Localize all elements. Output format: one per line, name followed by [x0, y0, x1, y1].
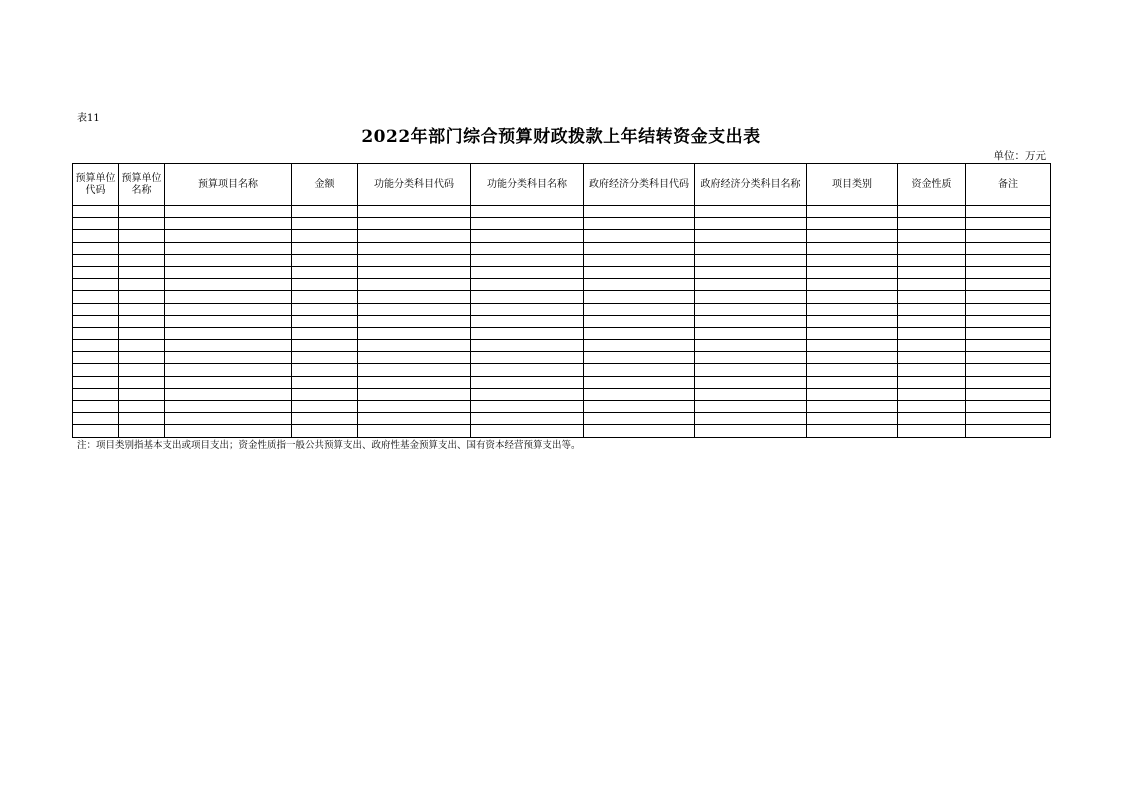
- table-cell: [119, 376, 165, 388]
- table-cell: [358, 303, 471, 315]
- table-cell: [119, 218, 165, 230]
- table-cell: [807, 315, 898, 327]
- table-cell: [898, 413, 966, 425]
- table-cell: [584, 352, 695, 364]
- table-cell: [73, 266, 119, 278]
- table-cell: [471, 279, 584, 291]
- table-cell: [807, 413, 898, 425]
- table-cell: [119, 206, 165, 218]
- page-title: 2022年部门综合预算财政拨款上年结转资金支出表: [361, 127, 761, 147]
- table-cell: [73, 340, 119, 352]
- table-cell: [695, 352, 807, 364]
- column-header-function-name: 功能分类科目名称: [471, 164, 584, 206]
- table-cell: [119, 230, 165, 242]
- table-cell: [119, 425, 165, 437]
- table-cell: [358, 242, 471, 254]
- table-cell: [292, 388, 358, 400]
- table-cell: [695, 364, 807, 376]
- table-cell: [471, 315, 584, 327]
- table-cell: [471, 327, 584, 339]
- table-cell: [584, 279, 695, 291]
- column-header-function-code: 功能分类科目代码: [358, 164, 471, 206]
- table-cell: [584, 364, 695, 376]
- table-cell: [898, 291, 966, 303]
- table-cell: [807, 425, 898, 437]
- table-cell: [966, 352, 1051, 364]
- table-cell: [119, 388, 165, 400]
- table-cell: [165, 206, 292, 218]
- table-cell: [695, 279, 807, 291]
- table-cell: [471, 291, 584, 303]
- table-cell: [695, 303, 807, 315]
- table-cell: [695, 315, 807, 327]
- table-cell: [165, 303, 292, 315]
- table-cell: [292, 218, 358, 230]
- table-cell: [471, 254, 584, 266]
- table-cell: [966, 254, 1051, 266]
- table-cell: [898, 218, 966, 230]
- table-label: 表11: [77, 113, 100, 124]
- table-cell: [119, 327, 165, 339]
- table-cell: [73, 218, 119, 230]
- table-cell: [471, 242, 584, 254]
- table-cell: [292, 315, 358, 327]
- table-cell: [807, 291, 898, 303]
- table-cell: [584, 291, 695, 303]
- table-cell: [966, 327, 1051, 339]
- table-cell: [966, 279, 1051, 291]
- table-cell: [119, 352, 165, 364]
- table-cell: [165, 413, 292, 425]
- table-cell: [898, 340, 966, 352]
- table-row: [73, 401, 1051, 413]
- table-cell: [358, 340, 471, 352]
- table-row: [73, 425, 1051, 437]
- table-row: [73, 230, 1051, 242]
- table-cell: [807, 401, 898, 413]
- table-cell: [73, 413, 119, 425]
- table-cell: [119, 315, 165, 327]
- table-cell: [966, 364, 1051, 376]
- table-cell: [358, 254, 471, 266]
- table-cell: [471, 376, 584, 388]
- table-cell: [966, 291, 1051, 303]
- table-cell: [73, 230, 119, 242]
- table-cell: [584, 254, 695, 266]
- table-cell: [807, 206, 898, 218]
- table-cell: [73, 315, 119, 327]
- table-cell: [584, 340, 695, 352]
- table-cell: [292, 413, 358, 425]
- table-cell: [358, 291, 471, 303]
- table-cell: [695, 340, 807, 352]
- table-cell: [807, 364, 898, 376]
- table-cell: [471, 413, 584, 425]
- table-row: [73, 303, 1051, 315]
- table-cell: [898, 401, 966, 413]
- table-cell: [966, 340, 1051, 352]
- column-header-project-category: 项目类别: [807, 164, 898, 206]
- table-cell: [695, 388, 807, 400]
- table-cell: [584, 425, 695, 437]
- table-cell: [807, 230, 898, 242]
- table-cell: [292, 364, 358, 376]
- table-cell: [165, 376, 292, 388]
- table-cell: [695, 425, 807, 437]
- table-cell: [292, 291, 358, 303]
- column-header-economic-code: 政府经济分类科目代码: [584, 164, 695, 206]
- table-cell: [73, 291, 119, 303]
- budget-table: [72, 163, 1051, 438]
- table-cell: [73, 401, 119, 413]
- table-cell: [966, 266, 1051, 278]
- table-cell: [73, 279, 119, 291]
- table-cell: [584, 327, 695, 339]
- table-cell: [165, 315, 292, 327]
- table-cell: [695, 242, 807, 254]
- table-cell: [119, 266, 165, 278]
- table-row: [73, 254, 1051, 266]
- table-cell: [358, 413, 471, 425]
- table-cell: [471, 401, 584, 413]
- table-cell: [898, 315, 966, 327]
- table-cell: [966, 206, 1051, 218]
- table-cell: [807, 266, 898, 278]
- table-cell: [119, 401, 165, 413]
- column-header-fund-nature: 资金性质: [898, 164, 966, 206]
- column-header-remarks: 备注: [966, 164, 1051, 206]
- table-cell: [292, 206, 358, 218]
- table-cell: [898, 352, 966, 364]
- column-header-economic-name: 政府经济分类科目名称: [695, 164, 807, 206]
- table-cell: [358, 327, 471, 339]
- table-cell: [966, 401, 1051, 413]
- table-cell: [966, 218, 1051, 230]
- table-cell: [695, 230, 807, 242]
- table-cell: [119, 242, 165, 254]
- table-row: [73, 388, 1051, 400]
- table-cell: [695, 401, 807, 413]
- table-cell: [165, 291, 292, 303]
- table-cell: [119, 303, 165, 315]
- table-cell: [898, 364, 966, 376]
- table-cell: [358, 425, 471, 437]
- table-cell: [898, 242, 966, 254]
- table-cell: [898, 279, 966, 291]
- table-cell: [807, 254, 898, 266]
- table-cell: [584, 413, 695, 425]
- table-cell: [292, 303, 358, 315]
- table-cell: [119, 340, 165, 352]
- table-cell: [471, 364, 584, 376]
- table-cell: [898, 254, 966, 266]
- table-cell: [119, 364, 165, 376]
- table-cell: [695, 206, 807, 218]
- table-cell: [966, 303, 1051, 315]
- table-cell: [584, 401, 695, 413]
- table-row: [73, 327, 1051, 339]
- table-row: [73, 413, 1051, 425]
- table-cell: [807, 388, 898, 400]
- table-cell: [358, 206, 471, 218]
- table-cell: [358, 388, 471, 400]
- table-cell: [73, 376, 119, 388]
- table-header-row: [73, 164, 1051, 206]
- table-cell: [73, 242, 119, 254]
- table-cell: [73, 425, 119, 437]
- column-header-amount: 金额: [292, 164, 358, 206]
- table-cell: [584, 242, 695, 254]
- table-cell: [358, 401, 471, 413]
- table-cell: [165, 327, 292, 339]
- table-cell: [695, 327, 807, 339]
- table-cell: [584, 266, 695, 278]
- table-cell: [471, 218, 584, 230]
- table-row: [73, 352, 1051, 364]
- table-cell: [898, 206, 966, 218]
- table-cell: [471, 388, 584, 400]
- table-cell: [292, 340, 358, 352]
- table-row: [73, 242, 1051, 254]
- table-cell: [966, 315, 1051, 327]
- table-cell: [119, 413, 165, 425]
- table-cell: [898, 303, 966, 315]
- table-cell: [584, 230, 695, 242]
- table-cell: [966, 425, 1051, 437]
- table-cell: [119, 279, 165, 291]
- column-header-unit-code: 预算单位代码: [73, 164, 119, 206]
- table-row: [73, 364, 1051, 376]
- table-cell: [292, 327, 358, 339]
- table-cell: [73, 327, 119, 339]
- table-cell: [695, 291, 807, 303]
- table-cell: [966, 376, 1051, 388]
- table-cell: [165, 340, 292, 352]
- table-cell: [695, 413, 807, 425]
- table-cell: [292, 352, 358, 364]
- table-cell: [165, 254, 292, 266]
- table-cell: [358, 279, 471, 291]
- column-header-project-name: 预算项目名称: [165, 164, 292, 206]
- table-cell: [358, 315, 471, 327]
- table-cell: [165, 230, 292, 242]
- table-cell: [898, 266, 966, 278]
- table-cell: [471, 425, 584, 437]
- table-cell: [165, 425, 292, 437]
- unit-label: 单位：万元: [993, 150, 1046, 162]
- table-cell: [358, 218, 471, 230]
- table-row: [73, 291, 1051, 303]
- table-cell: [358, 376, 471, 388]
- table-cell: [807, 352, 898, 364]
- table-cell: [358, 352, 471, 364]
- table-cell: [471, 266, 584, 278]
- table-cell: [807, 279, 898, 291]
- table-row: [73, 340, 1051, 352]
- table-cell: [292, 266, 358, 278]
- table-row: [73, 218, 1051, 230]
- table-cell: [807, 242, 898, 254]
- column-header-unit-name: 预算单位名称: [119, 164, 165, 206]
- table-cell: [165, 242, 292, 254]
- table-cell: [165, 218, 292, 230]
- table-cell: [898, 327, 966, 339]
- table-cell: [73, 254, 119, 266]
- table-cell: [292, 279, 358, 291]
- table-cell: [807, 327, 898, 339]
- table-cell: [119, 254, 165, 266]
- table-cell: [73, 303, 119, 315]
- table-cell: [358, 364, 471, 376]
- table-cell: [966, 413, 1051, 425]
- table-cell: [471, 303, 584, 315]
- table-cell: [584, 388, 695, 400]
- table-cell: [292, 425, 358, 437]
- table-cell: [165, 364, 292, 376]
- table-cell: [898, 388, 966, 400]
- table-row: [73, 266, 1051, 278]
- table-row: [73, 279, 1051, 291]
- table-cell: [471, 340, 584, 352]
- table-cell: [966, 388, 1051, 400]
- table-cell: [584, 315, 695, 327]
- table-cell: [358, 266, 471, 278]
- table-cell: [584, 206, 695, 218]
- table-cell: [165, 266, 292, 278]
- table-cell: [471, 352, 584, 364]
- footnote: 注：项目类别指基本支出或项目支出；资金性质指一般公共预算支出、政府性基金预算支出、国有资本经营预算支出等。: [77, 440, 581, 451]
- table-cell: [695, 376, 807, 388]
- table-cell: [165, 401, 292, 413]
- table-cell: [292, 401, 358, 413]
- table-cell: [695, 266, 807, 278]
- table-cell: [292, 242, 358, 254]
- table-cell: [807, 376, 898, 388]
- table-cell: [292, 376, 358, 388]
- table-cell: [584, 376, 695, 388]
- table-cell: [73, 352, 119, 364]
- table-cell: [807, 303, 898, 315]
- table-cell: [898, 230, 966, 242]
- table-cell: [73, 388, 119, 400]
- table-cell: [807, 218, 898, 230]
- table-cell: [165, 279, 292, 291]
- table-cell: [695, 254, 807, 266]
- table-cell: [165, 352, 292, 364]
- table-cell: [898, 376, 966, 388]
- table-cell: [966, 230, 1051, 242]
- table-cell: [695, 218, 807, 230]
- table-cell: [119, 291, 165, 303]
- table-row: [73, 206, 1051, 218]
- table-cell: [165, 388, 292, 400]
- table-row: [73, 376, 1051, 388]
- table-cell: [73, 206, 119, 218]
- table-cell: [584, 218, 695, 230]
- table-cell: [292, 230, 358, 242]
- table-cell: [584, 303, 695, 315]
- table-cell: [471, 230, 584, 242]
- table-cell: [73, 364, 119, 376]
- table-cell: [966, 242, 1051, 254]
- table-row: [73, 315, 1051, 327]
- table-cell: [471, 206, 584, 218]
- table-cell: [292, 254, 358, 266]
- table-cell: [807, 340, 898, 352]
- table-cell: [358, 230, 471, 242]
- table-cell: [898, 425, 966, 437]
